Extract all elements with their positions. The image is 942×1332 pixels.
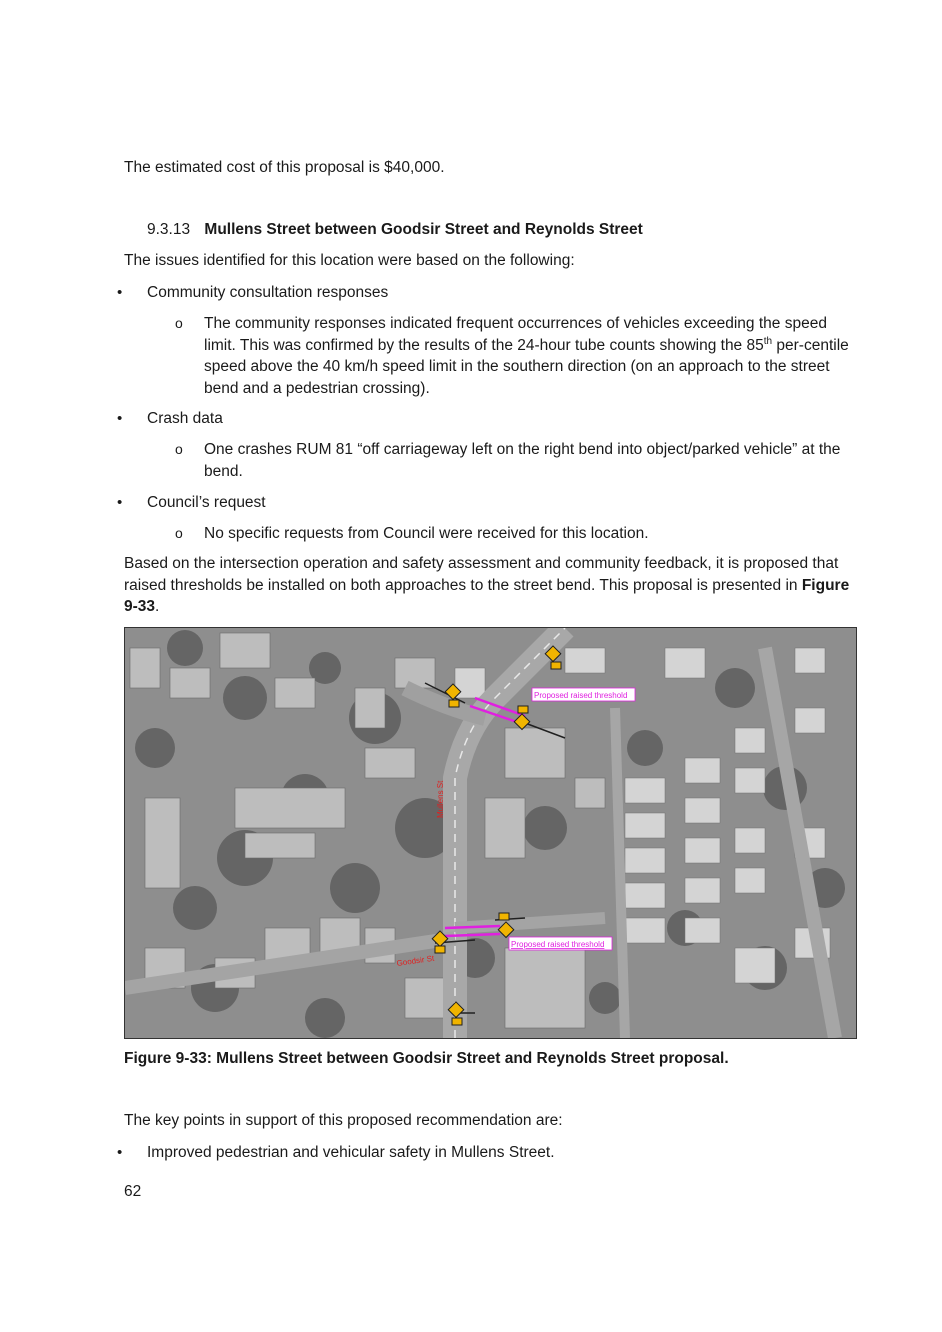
sub-bullet-council (175, 523, 854, 545)
sub-bullet-text-part1: The community responses indicated frequent occurrences of vehicles exceeding the speed limit. This was confirmed by the results of the 24-hour tube counts showing the 85 (204, 315, 827, 354)
proposal-end: . (155, 598, 160, 615)
sub-bullet-sup: th (763, 335, 773, 347)
bullet-label: Community consultation responses (147, 284, 389, 301)
section-heading (147, 219, 643, 241)
page-number: 62 (124, 1183, 142, 1200)
label-threshold-top: Proposed raised threshold (534, 691, 628, 700)
bullet-label: Crash data (147, 410, 223, 427)
sub-bullet-text: One crashes RUM 81 “off carriageway left on the right bend into object/parked vehicle” at the bend. (204, 441, 841, 480)
figure-reference[interactable]: Figure 9-33 (124, 576, 850, 615)
cost-paragraph: The estimated cost of this proposal is $40,000. (124, 159, 445, 176)
sub-bullet-text: No specific requests from Council were received for this location. (204, 525, 649, 542)
bullet-label: Council’s request (147, 494, 266, 511)
label-street-mullens: Mullens St (436, 780, 445, 818)
label-street-goodsir: Goodsir St (396, 953, 435, 968)
label-threshold-bottom: Proposed raised threshold (511, 940, 605, 949)
sub-bullet-text-part2: per-centile speed above the 40 km/h speed limit in the southern direction (on an approach to the street bend and a pedestrian crossing). (204, 336, 849, 397)
aerial-map (125, 628, 856, 1038)
sub-bullet-crash (175, 439, 854, 482)
proposal-text: Based on the intersection operation and safety assessment and community feedback, it is proposed that raised thresholds be installed on both approaches to the street bend. This proposal is presented in (124, 555, 839, 594)
sub-bullet-marker: o (175, 315, 183, 331)
sub-bullet-community (175, 313, 854, 399)
sub-bullet-marker: o (175, 525, 183, 541)
key-point-text: Improved pedestrian and vehicular safety in Mullens Street. (147, 1144, 555, 1161)
key-points-intro: The key points in support of this proposed recommendation are: (124, 1112, 563, 1129)
section-title: Mullens Street between Goodsir Street and Reynolds Street (204, 221, 643, 238)
proposal-paragraph (124, 553, 859, 618)
aerial-map-figure (124, 627, 857, 1039)
bullet-council (147, 492, 847, 514)
bullet-community (147, 282, 847, 304)
figure-caption: Figure 9-33: Mullens Street between Goodsir Street and Reynolds Street proposal. (124, 1050, 729, 1067)
section-number: 9.3.13 (147, 221, 191, 238)
issues-intro: The issues identified for this location were based on the following: (124, 252, 575, 269)
bullet-crash (147, 408, 847, 430)
key-point-item (147, 1142, 847, 1164)
sub-bullet-marker: o (175, 441, 183, 457)
